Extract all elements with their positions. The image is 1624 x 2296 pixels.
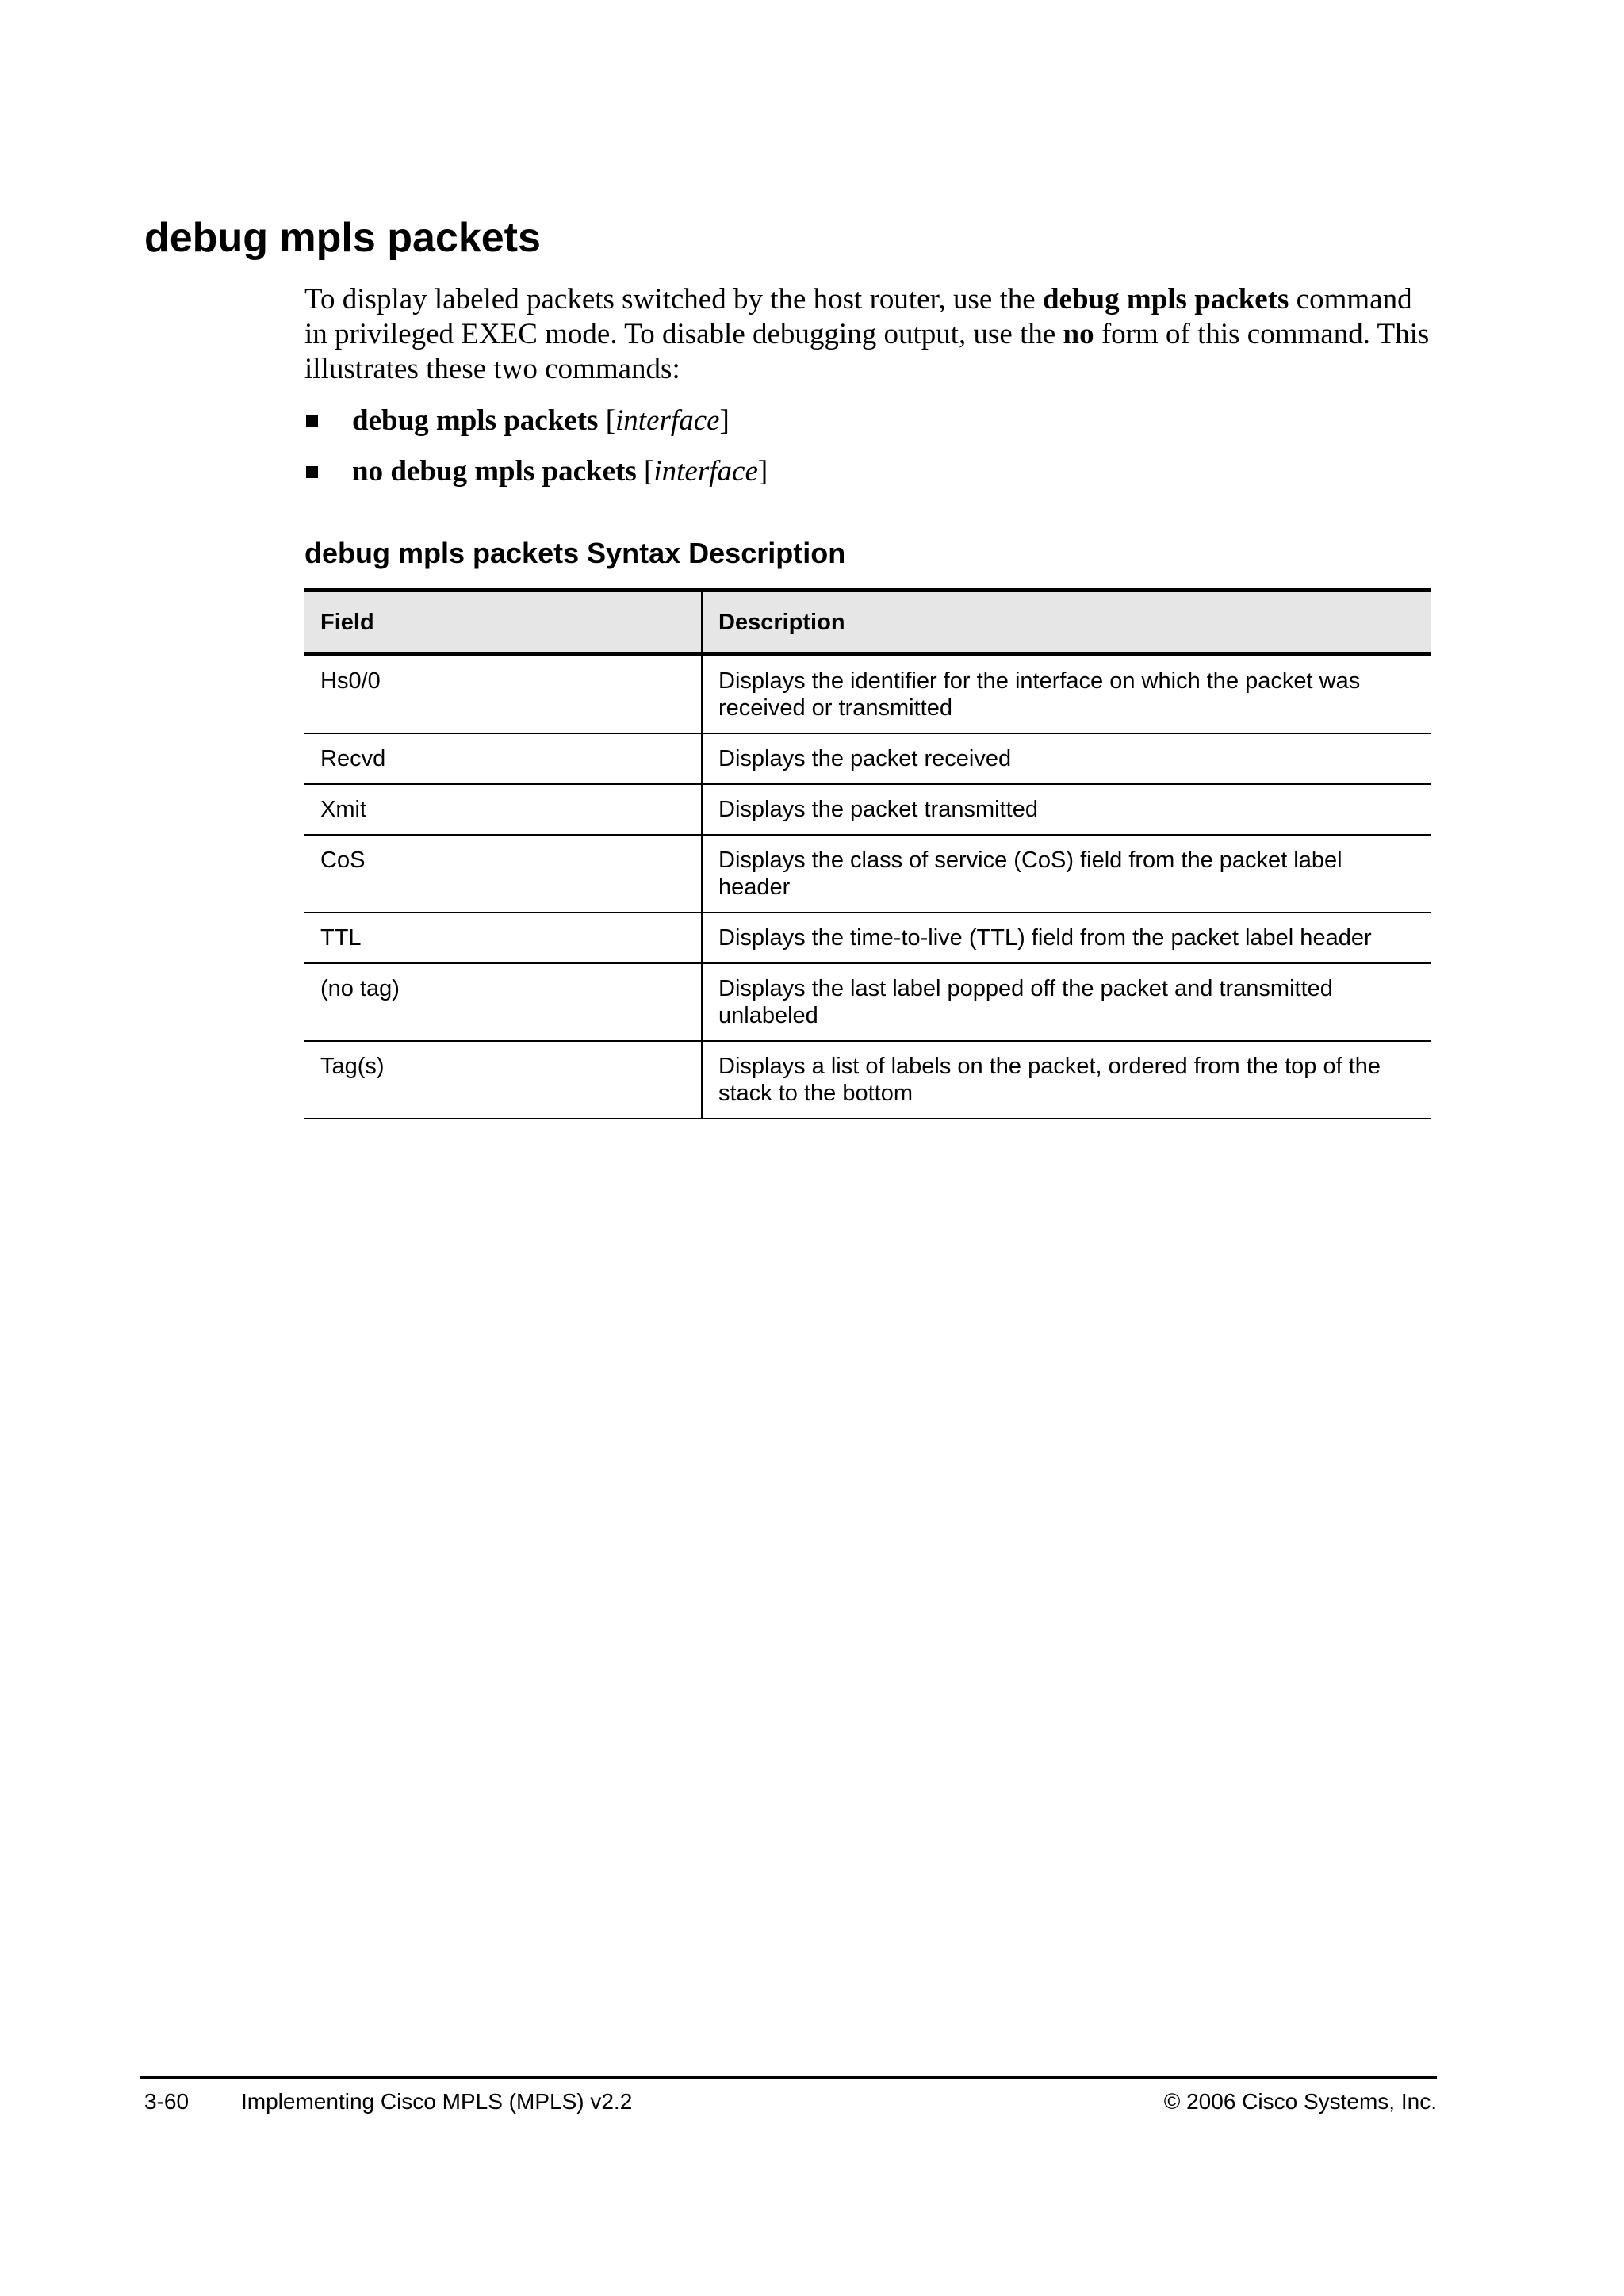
column-header-field: Field (304, 591, 702, 655)
square-bullet-icon (306, 415, 318, 427)
list-item: debug mpls packets [interface] (304, 401, 768, 452)
command-name: no debug mpls packets (352, 455, 637, 488)
footer-divider (140, 2076, 1437, 2079)
description-cell: Displays a list of labels on the packet, ordered from the top of the stack to the bottom (702, 1041, 1431, 1119)
table-row (304, 913, 1431, 963)
table-header-row (304, 591, 1431, 655)
square-bullet-icon (306, 466, 318, 478)
course-title: Implementing Cisco MPLS (MPLS) v2.2 (241, 2089, 633, 2114)
field-cell: (no tag) (304, 963, 702, 1041)
field-cell: Recvd (304, 733, 702, 784)
description-cell: Displays the identifier for the interface on which the packet was received or transmitted (702, 655, 1431, 734)
command-argument: interface (615, 404, 720, 437)
description-cell: Displays the packet received (702, 733, 1431, 784)
intro-command: debug mpls packets (1042, 283, 1289, 316)
field-cell: CoS (304, 835, 702, 913)
field-cell: Xmit (304, 784, 702, 835)
command-argument: interface (653, 455, 758, 488)
table-row (304, 655, 1431, 734)
description-cell: Displays the class of service (CoS) field from the packet label header (702, 835, 1431, 913)
field-cell: TTL (304, 913, 702, 963)
intro-paragraph (304, 282, 1431, 387)
table-row (304, 963, 1431, 1041)
table-row (304, 733, 1431, 784)
page-number: 3-60 (144, 2089, 190, 2114)
table-caption: debug mpls packets Syntax Description (304, 537, 846, 569)
table-row (304, 1041, 1431, 1119)
description-cell: Displays the last label popped off the packet and transmitted unlabeled (702, 963, 1431, 1041)
intro-no-keyword: no (1063, 318, 1094, 350)
intro-text: command in privileged EXEC mode. To disable debugging output, use the (304, 283, 1412, 350)
field-cell: Tag(s) (304, 1041, 702, 1119)
page-title: debug mpls packets (144, 215, 541, 261)
copyright-notice: © 2006 Cisco Systems, Inc. (1163, 2089, 1437, 2114)
list-item: no debug mpls packets [interface] (304, 452, 768, 503)
field-cell: Hs0/0 (304, 655, 702, 734)
intro-text: form of this command. This illustrates these two commands: (304, 318, 1430, 385)
table-row (304, 784, 1431, 835)
intro-text: To display labeled packets switched by the host router, use the (304, 283, 1043, 316)
column-header-description: Description (702, 591, 1431, 655)
description-cell: Displays the packet transmitted (702, 784, 1431, 835)
table-row (304, 835, 1431, 913)
command-list (304, 401, 768, 503)
syntax-table (304, 588, 1431, 1119)
command-name: debug mpls packets (352, 404, 599, 437)
description-cell: Displays the time-to-live (TTL) field from the packet label header (702, 913, 1431, 963)
